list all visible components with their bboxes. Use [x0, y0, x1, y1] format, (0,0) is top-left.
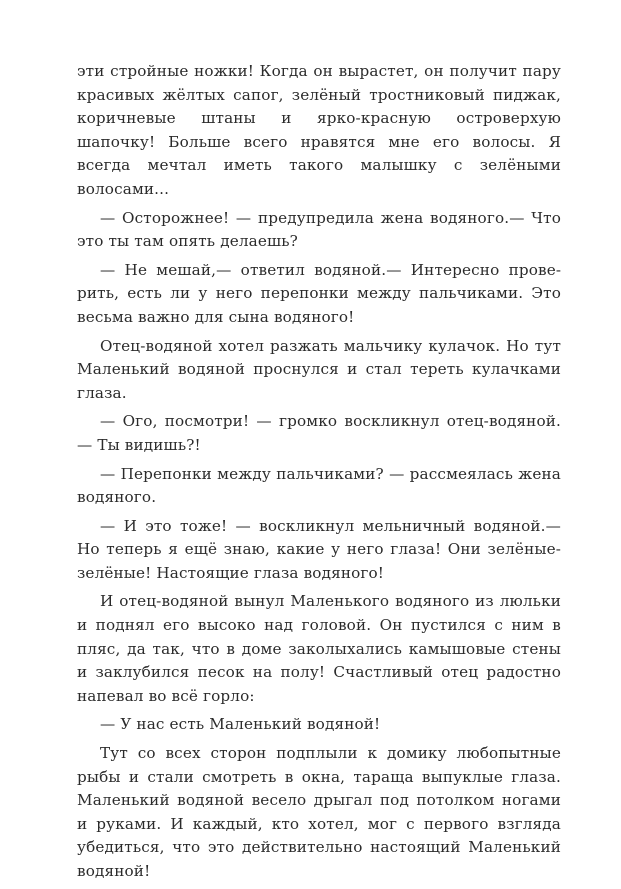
paragraph-continuation: эти стройные ножки! Когда он вырастет, он получит пару красивых жёлтых сапог, зелёный тростниковый пиджак, коричневые штаны и ярко-красную островерхую шапочку! Больше всего нравятся мне его волосы. Я всегда мечтал иметь такого малышку с зелёными волосами...	[77, 62, 561, 198]
page-text	[77, 60, 561, 889]
paragraph-narration-fist: Отец-водяной хотел разжать мальчику кулачок. Но тут Маленький водяной проснулся и стал тереть кулачками глаза.	[77, 336, 561, 402]
paragraph-song: — У нас есть Маленький водяной!	[100, 715, 381, 734]
paragraph-dialogue-wife: — Осторожнее! — предупредила жена водяного.— Что это ты там опять делаешь?	[77, 208, 561, 251]
paragraph-narration-fish: Тут со всех сторон подплыли к домику любопытные рыбы и стали смотреть в окна, тараща выпуклые глаза. Маленький водяной весело дрыгал под потолком ногами и руками. И каждый, кто хотел, мог с первого взгляда убедиться, что это действительно настоящий Маленький водяной!	[77, 744, 561, 880]
paragraph-dialogue-webs: — Перепонки между пальчиками? — рассмеялась жена водяного.	[77, 464, 561, 507]
paragraph-dialogue-look: — Ого, посмотри! — громко воскликнул отец-водяной.— Ты видишь?!	[77, 412, 561, 454]
paragraph-dialogue-waterman: — Не мешай,— ответил водяной.— Интересно проверить, есть ли у него перепонки между пальчиками. Это весьма важно для сына водяного!	[77, 260, 561, 326]
paragraph-narration-dance: И отец-водяной вынул Маленького водяного из люльки и поднял его высоко над головой. Он пустился с ним в пляс, да так, что в доме заколыхались камышовые стены и заклубился песок на полу! Счастливый отец радостно напевал во всё горло:	[77, 592, 561, 705]
paragraph-dialogue-eyes: — И это тоже! — воскликнул мельничный водяной.— Но теперь я ещё знаю, какие у него глаза! Они зелёные-зелёные! Настоящие глаза водяного!	[77, 516, 561, 582]
